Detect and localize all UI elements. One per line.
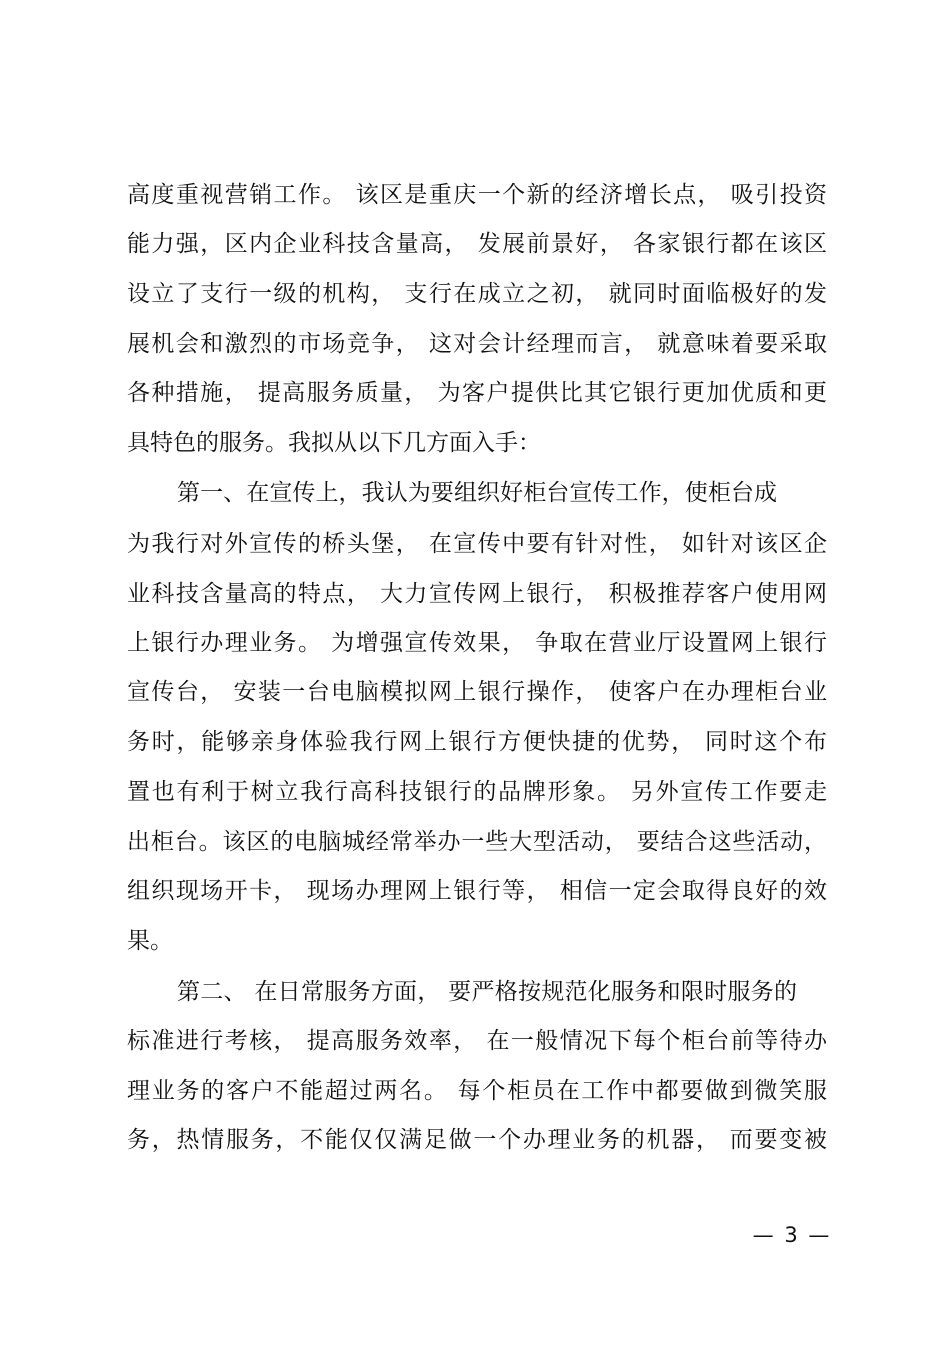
text-line-14: 出柜台。该区的电脑城经常举办一些大型活动， 要结合这些活动， (127, 829, 827, 855)
text-line-3: 设立了支行一级的机构， 支行在成立之初， 就同时面临极好的发 (127, 281, 827, 307)
page-number: — 3 — (752, 1223, 832, 1247)
text-line-19: 理业务的客户不能超过两名。 每个柜员在工作中都要做到微笑服 (127, 1078, 827, 1104)
text-line-13: 置也有利于树立我行高科技银行的品牌形象。 另外宣传工作要走 (127, 779, 827, 805)
text-line-2: 能力强，区内企业科技含量高， 发展前景好， 各家银行都在该区 (127, 231, 827, 257)
text-line-20: 务，热情服务，不能仅仅满足做一个办理业务的机器， 而要变被 (127, 1127, 827, 1153)
text-line-5: 各种措施， 提高服务质量， 为客户提供比其它银行更加优质和更 (127, 380, 827, 406)
text-line-16: 果。 (127, 928, 173, 954)
text-line-9: 业科技含量高的特点， 大力宣传网上银行， 积极推荐客户使用网 (127, 581, 827, 607)
text-line-6: 具特色的服务。我拟从以下几方面入手： (127, 430, 541, 456)
text-line-12: 务时，能够亲身体验我行网上银行方便快捷的优势， 同时这个布 (127, 729, 827, 755)
text-line-8: 为我行对外宣传的桥头堡， 在宣传中要有针对性， 如针对该区企 (127, 531, 827, 557)
text-line-4: 展机会和激烈的市场竞争， 这对会计经理而言， 就意味着要采取 (127, 331, 827, 357)
text-line-11: 宣传台， 安装一台电脑模拟网上银行操作， 使客户在办理柜台业 (127, 679, 827, 705)
paragraph-2-first-line: 第二、 在日常服务方面， 要严格按规范化服务和限时服务的 (177, 979, 797, 1005)
text-line-10: 上银行办理业务。 为增强宣传效果， 争取在营业厅设置网上银行 (127, 630, 827, 656)
text-line-18: 标准进行考核， 提高服务效率， 在一般情况下每个柜台前等待办 (127, 1028, 827, 1054)
text-line-1: 高度重视营销工作。 该区是重庆一个新的经济增长点， 吸引投资 (127, 182, 827, 208)
text-line-15: 组织现场开卡， 现场办理网上银行等， 相信一定会取得良好的效 (127, 878, 827, 904)
paragraph-1-first-line: 第一、在宣传上，我认为要组织好柜台宣传工作，使柜台成 (177, 480, 777, 506)
